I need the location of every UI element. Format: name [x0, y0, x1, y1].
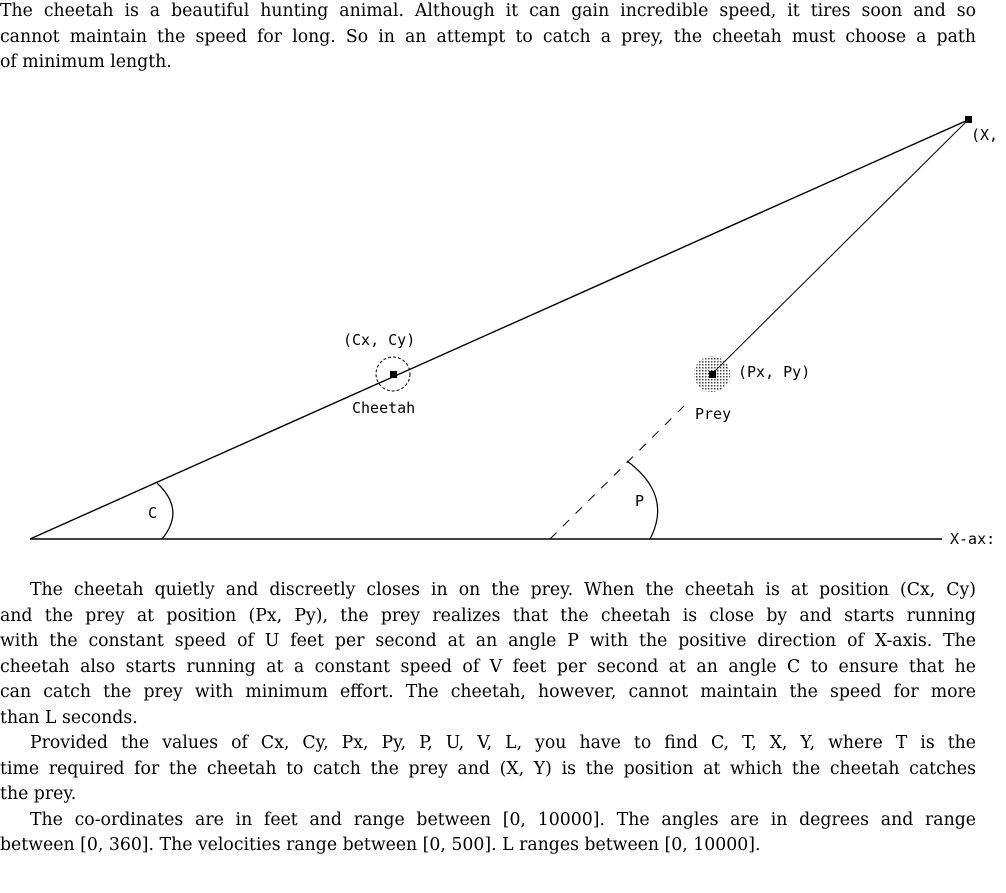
prey-path-line [712, 120, 968, 374]
cheetah-label: Cheetah [352, 399, 416, 417]
cheetah-coord-label: (Cx, Cy) [343, 331, 416, 349]
body-line: cheetah also starts running at a constant speed of V feet per second at an angle C to ensure that he [0, 656, 976, 677]
x-axis-label: X-ax: [950, 530, 996, 548]
body-line: with the constant speed of U feet per second at an angle P with the positive direction of X-axis. The [0, 631, 976, 651]
prey-label: Prey [695, 405, 732, 423]
body-line: can catch the prey with minimum effort. The cheetah, however, cannot maintain the speed for more [0, 682, 976, 702]
prey-point [709, 371, 716, 378]
intro-line: cannot maintain the speed for long. So in an attempt to catch a prey, the cheetah must choose a path [0, 26, 976, 47]
body-line: and the prey at position (Px, Py), the prey realizes that the cheetah is close by and starts running [0, 605, 976, 626]
target-point [965, 116, 972, 123]
target-coord-label: (X, [971, 126, 999, 144]
prey-path-extension-dashed [550, 400, 690, 539]
prey-coord-label: (Px, Py) [738, 363, 811, 381]
cheetah-path-line [30, 120, 968, 539]
cheetah-point [390, 371, 397, 378]
angle-c-label: C [148, 504, 158, 522]
cheetah-prey-diagram [0, 100, 1006, 560]
body-line: Provided the values of Cx, Cy, Px, Py, P, U, V, L, you have to find C, T, X, Y, where T is the [30, 733, 976, 753]
body-line: the prey. [0, 784, 77, 804]
body-line: between [0, 360]. The velocities range between [0, 500]. L ranges between [0, 10000]. [0, 835, 761, 855]
body-line: The co-ordinates are in feet and range between [0, 10000]. The angles are in degrees and range [30, 809, 976, 830]
body-line: time required for the cheetah to catch the prey and (X, Y) is the position at which the cheetah catches [0, 758, 976, 779]
angle-p-label: P [635, 492, 645, 510]
body-line: The cheetah quietly and discreetly closes in on the prey. When the cheetah is at position (Cx, Cy) [30, 580, 976, 600]
intro-line: of minimum length. [0, 52, 172, 72]
intro-line: The cheetah is a beautiful hunting animal. Although it can gain incredible speed, it tires soon and so [0, 1, 976, 21]
description-paragraph [0, 578, 976, 859]
body-line: than L seconds. [0, 707, 138, 728]
intro-paragraph [0, 0, 976, 76]
angle-c-arc [157, 483, 173, 539]
